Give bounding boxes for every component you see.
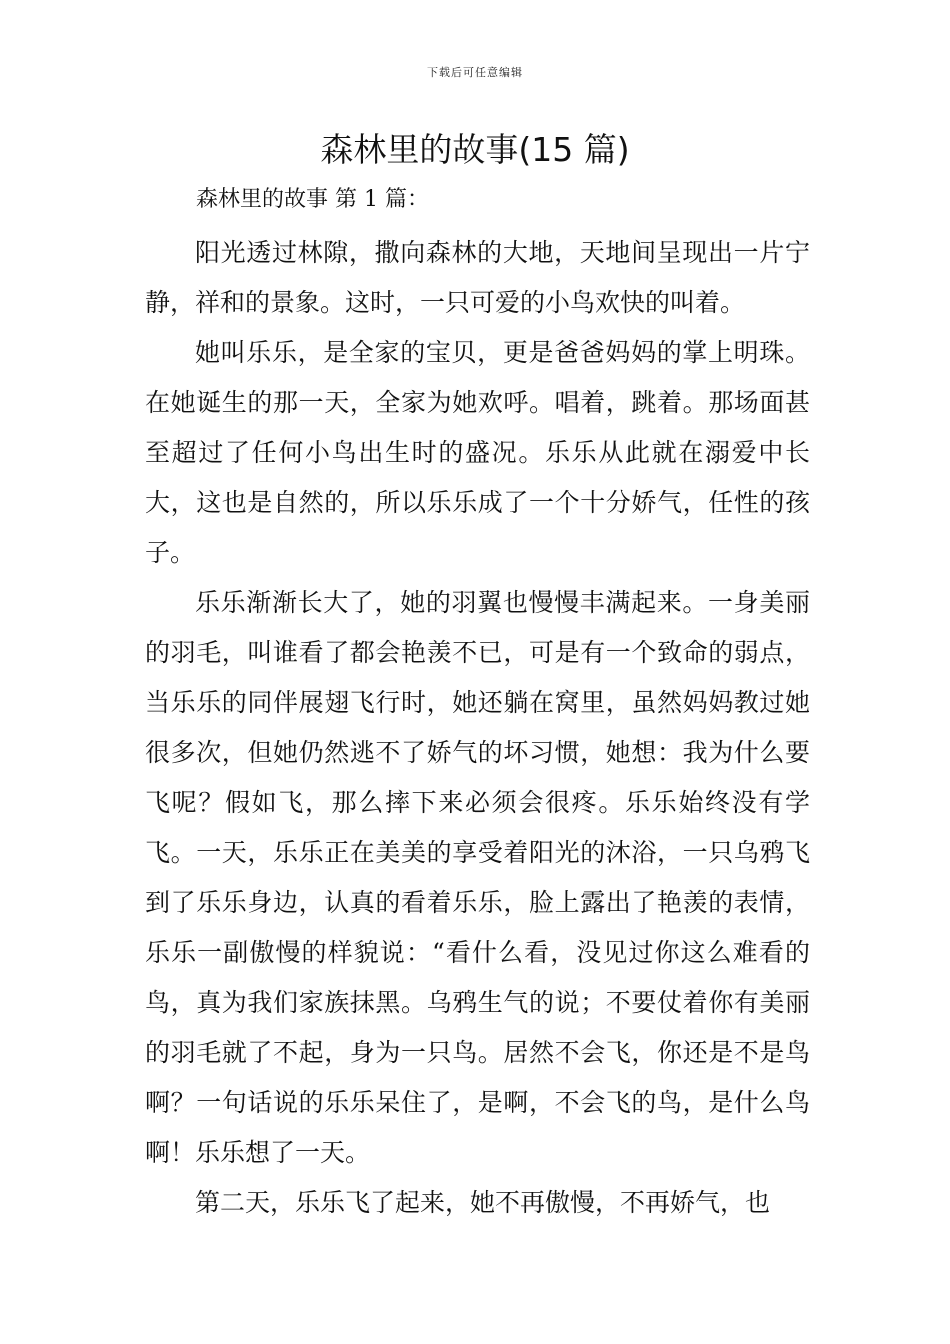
paragraph: 阳光透过林隙，撒向森林的大地，天地间呈现出一片宁静，祥和的景象。这时，一只可爱的小鸟欢快的叫着。 xyxy=(145,238,810,317)
document-title: 森林里的故事(15 篇) xyxy=(320,130,630,169)
paragraph: 第二天，乐乐飞了起来，她不再傲慢，不再娇气，也 xyxy=(195,1188,771,1217)
paragraph: 她叫乐乐，是全家的宝贝，更是爸爸妈妈的掌上明珠。在她诞生的那一天，全家为她欢呼。唱着，跳着。那场面甚至超过了任何小鸟出生时的盛况。乐乐从此就在溺爱中长大，这也是自然的，所以乐乐成了一个十分娇气，任性的孩子。 xyxy=(145,338,810,567)
paragraph: 乐乐渐渐长大了，她的羽翼也慢慢丰满起来。一身美丽的羽毛，叫谁看了都会艳羡不已，可是有一个致命的弱点，当乐乐的同伴展翅飞行时，她还躺在窝里，虽然妈妈教过她很多次，但她仍然逃不了娇气的坏习惯，她想：我为什么要飞呢？假如飞，那么摔下来必须会很疼。乐乐始终没有学飞。一天，乐乐正在美美的享受着阳光的沐浴，一只乌鸦飞到了乐乐身边，认真的看着乐乐，脸上露出了艳羡的表情，乐乐一副傲慢的样貌说：“看什么看，没见过你这么难看的鸟，真为我们家族抹黑。乌鸦生气的说；不要仗着你有美丽的羽毛就了不起，身为一只鸟。居然不会飞，你还是不是鸟啊？一句话说的乐乐呆住了，是啊，不会飞的鸟，是什么鸟啊！乐乐想了一天。 xyxy=(145,588,810,1167)
chapter-heading: 森林里的故事 第 1 篇： xyxy=(196,187,429,212)
header-note: 下载后可任意编辑 xyxy=(427,66,523,79)
document-body xyxy=(145,228,810,1228)
